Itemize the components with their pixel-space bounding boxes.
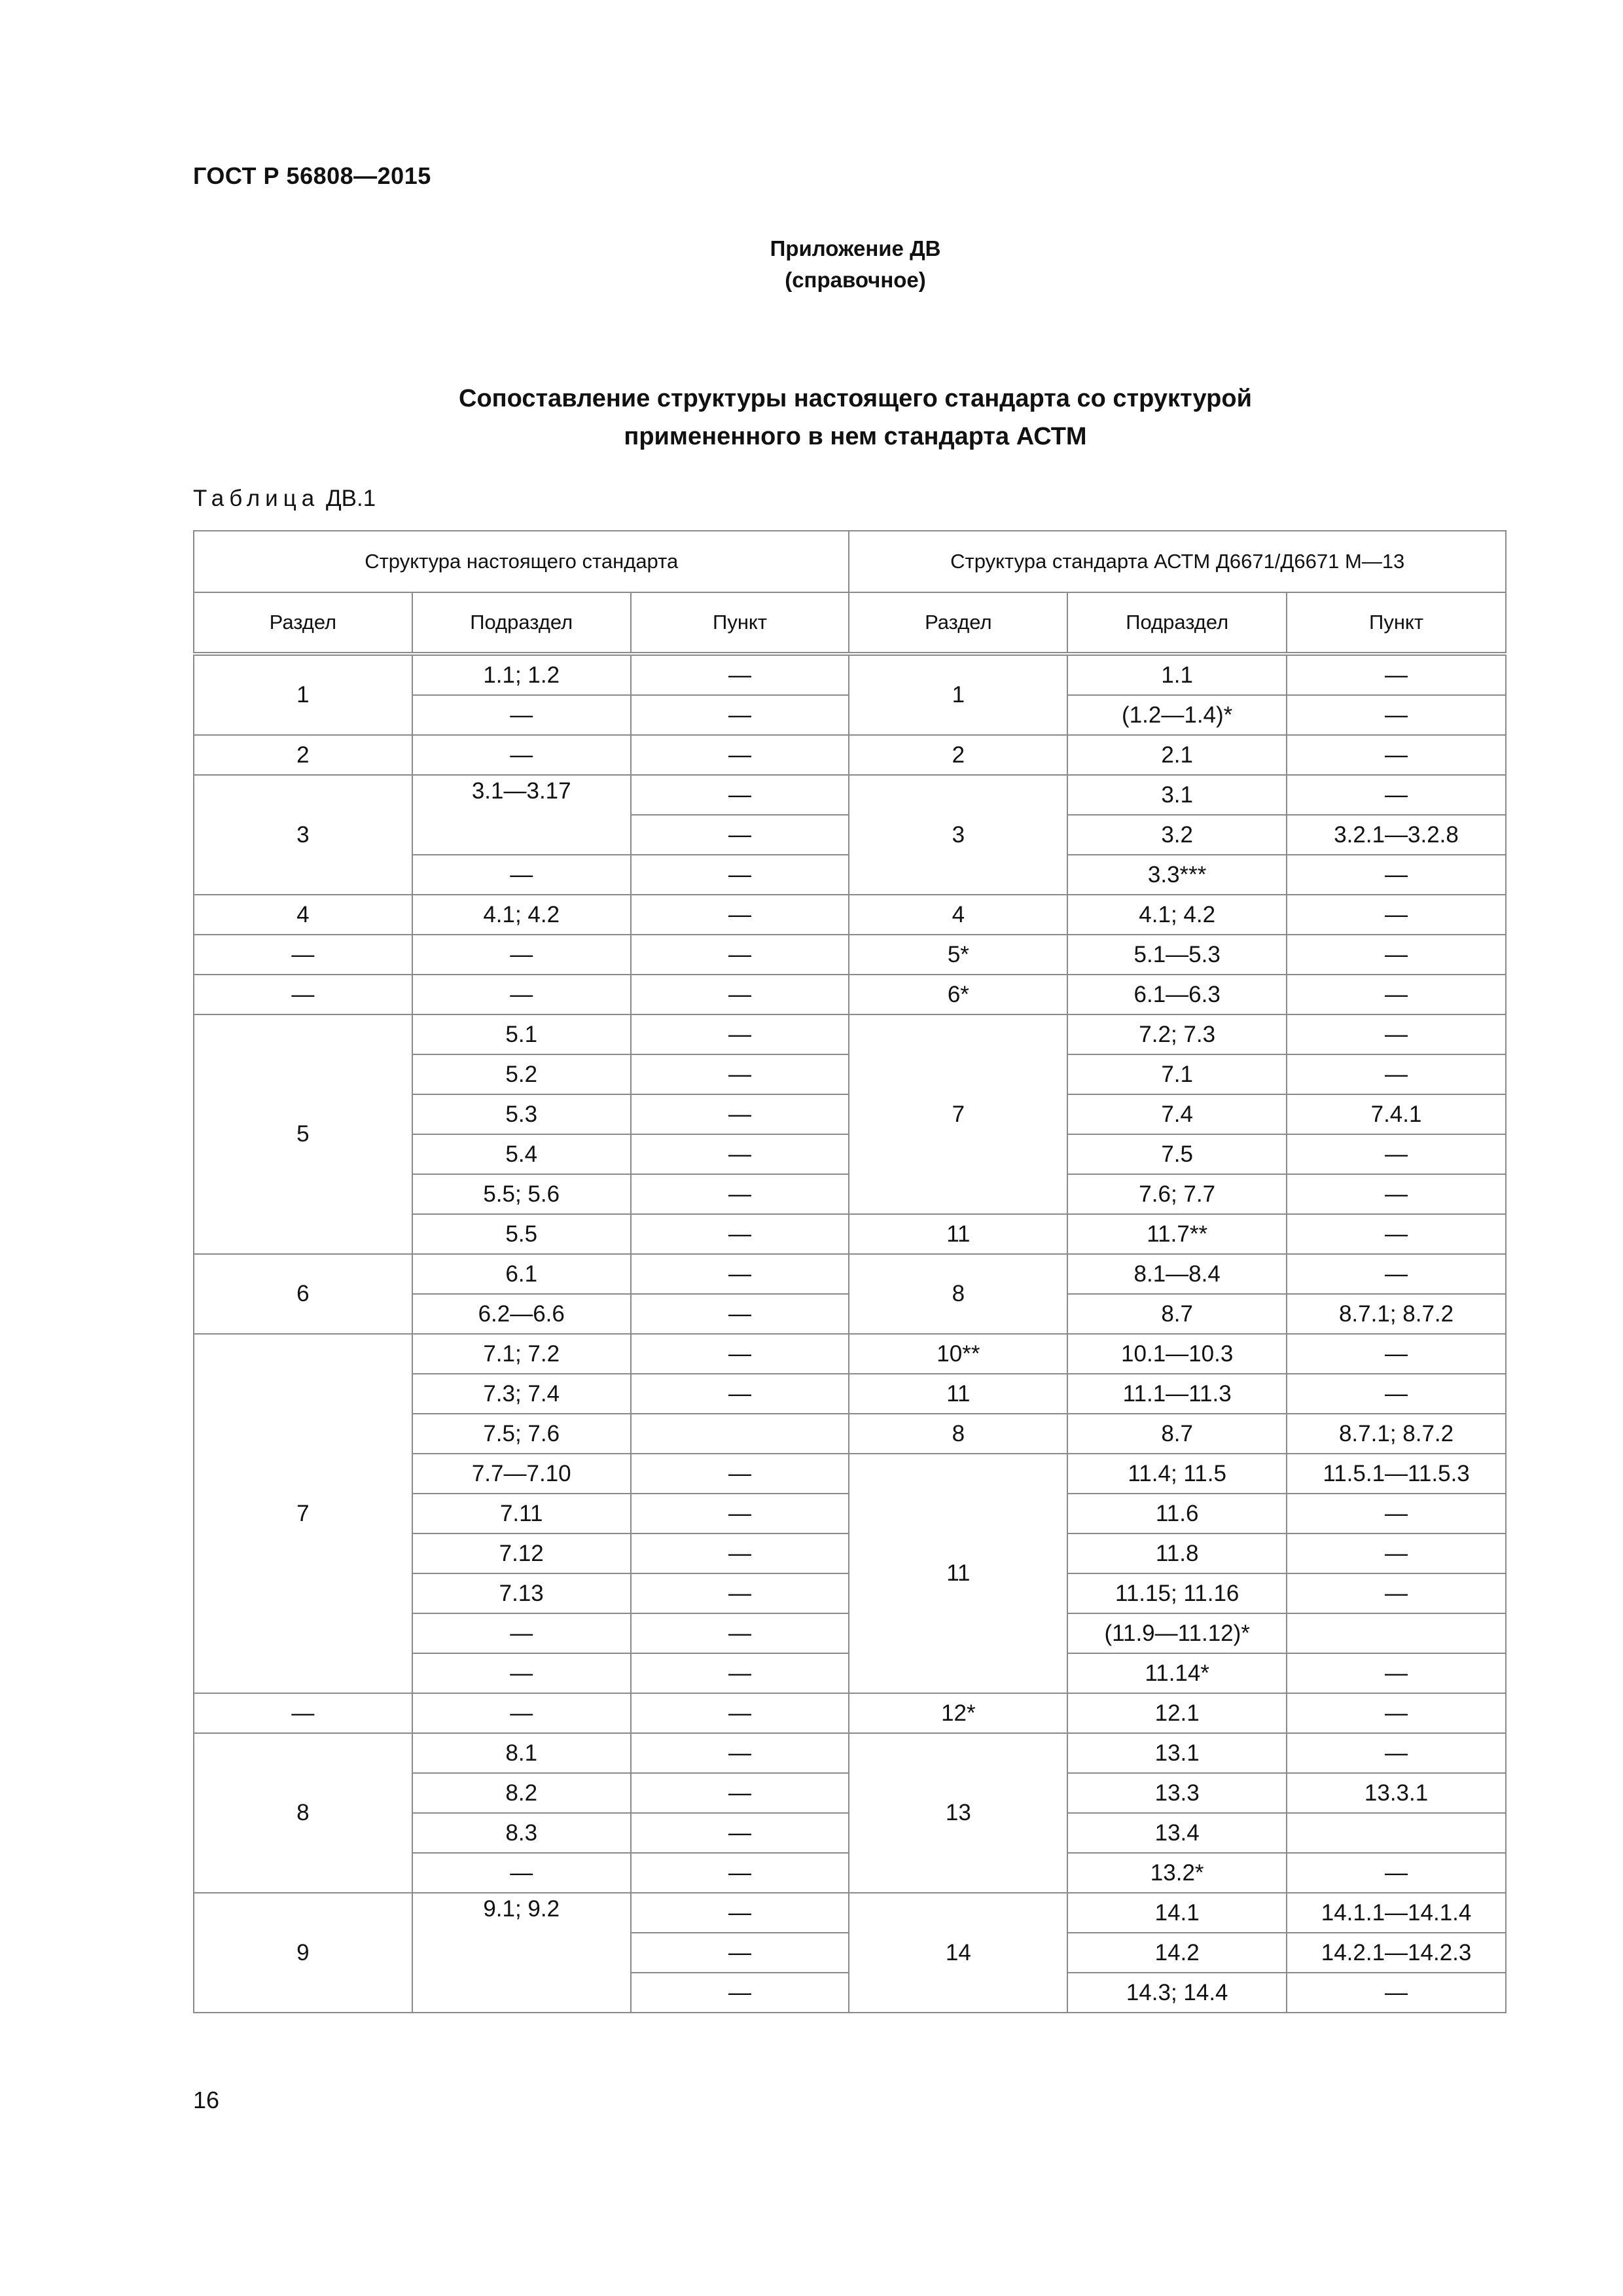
annex-heading: [0, 233, 1623, 296]
cell-astm-clause: 8.7.1; 8.7.2: [1287, 1294, 1506, 1334]
table-row: [194, 654, 1506, 695]
cell-clause: —: [631, 1534, 849, 1573]
cell-astm-clause: —: [1287, 1653, 1506, 1693]
cell-astm-clause: —: [1287, 1573, 1506, 1613]
cell-astm-section: 3: [849, 775, 1067, 895]
cell-astm-subsection: 7.4: [1067, 1094, 1287, 1134]
cell-astm-section: 12*: [849, 1693, 1067, 1733]
cell-subsection: —: [412, 1613, 631, 1653]
cell-subsection: 7.1; 7.2: [412, 1334, 631, 1374]
cell-clause: —: [631, 895, 849, 935]
cell-astm-clause: 3.2.1—3.2.8: [1287, 815, 1506, 855]
cell-clause: —: [631, 1573, 849, 1613]
cell-section: 2: [194, 735, 412, 775]
table-row: [194, 1254, 1506, 1294]
cell-astm-subsection: 3.3***: [1067, 855, 1287, 895]
column-header: Подраздел: [1067, 592, 1287, 654]
cell-astm-section: 10**: [849, 1334, 1067, 1374]
table-row: [194, 1733, 1506, 1773]
cell-astm-subsection: 7.1: [1067, 1054, 1287, 1094]
column-header: Пункт: [1287, 592, 1506, 654]
cell-clause: —: [631, 855, 849, 895]
cell-astm-clause: —: [1287, 1693, 1506, 1733]
cell-clause: —: [631, 1094, 849, 1134]
cell-astm-clause: —: [1287, 1374, 1506, 1414]
table-row: [194, 775, 1506, 815]
table-row: [194, 895, 1506, 935]
cell-clause: —: [631, 775, 849, 815]
cell-astm-clause: —: [1287, 1014, 1506, 1054]
cell-subsection: —: [412, 1853, 631, 1893]
cell-clause: —: [631, 1294, 849, 1334]
cell-astm-clause: [1287, 1813, 1506, 1853]
column-header: Раздел: [194, 592, 412, 654]
cell-astm-clause: [1287, 1613, 1506, 1653]
annex-type: (справочное): [785, 268, 926, 292]
column-header: Раздел: [849, 592, 1067, 654]
cell-astm-section: 8: [849, 1254, 1067, 1334]
cell-clause: —: [631, 1773, 849, 1813]
cell-subsection: 3.1—3.17: [412, 775, 631, 855]
cell-section: —: [194, 935, 412, 975]
cell-astm-subsection: 11.15; 11.16: [1067, 1573, 1287, 1613]
cell-clause: —: [631, 1254, 849, 1294]
cell-clause: —: [631, 1693, 849, 1733]
cell-section: 8: [194, 1733, 412, 1893]
cell-astm-section: 6*: [849, 975, 1067, 1014]
cell-subsection: 7.3; 7.4: [412, 1374, 631, 1414]
cell-astm-section: 4: [849, 895, 1067, 935]
cell-astm-section: 11: [849, 1214, 1067, 1254]
cell-astm-subsection: 10.1—10.3: [1067, 1334, 1287, 1374]
cell-astm-subsection: 7.6; 7.7: [1067, 1174, 1287, 1214]
cell-astm-subsection: 11.1—11.3: [1067, 1374, 1287, 1414]
table-row: [194, 975, 1506, 1014]
cell-subsection: —: [412, 855, 631, 895]
cell-astm-clause: —: [1287, 1494, 1506, 1534]
cell-subsection: —: [412, 975, 631, 1014]
cell-section: 6: [194, 1254, 412, 1334]
group-header-this-standard: Структура настоящего стандарта: [194, 531, 849, 592]
cell-clause: —: [631, 654, 849, 695]
page-title: [0, 380, 1623, 456]
cell-astm-clause: —: [1287, 1174, 1506, 1214]
table-column-header-row: [194, 592, 1506, 654]
cell-astm-subsection: 7.5: [1067, 1134, 1287, 1174]
cell-clause: —: [631, 1813, 849, 1853]
cell-clause: —: [631, 1054, 849, 1094]
table-group-header-row: [194, 531, 1506, 592]
cell-section: 9: [194, 1893, 412, 2013]
cell-subsection: 5.4: [412, 1134, 631, 1174]
cell-astm-subsection: 13.3: [1067, 1773, 1287, 1813]
cell-subsection: —: [412, 695, 631, 735]
cell-clause: —: [631, 1733, 849, 1773]
cell-subsection: 4.1; 4.2: [412, 895, 631, 935]
cell-astm-subsection: 11.8: [1067, 1534, 1287, 1573]
cell-astm-clause: —: [1287, 1733, 1506, 1773]
cell-subsection: —: [412, 1693, 631, 1733]
cell-astm-subsection: 14.2: [1067, 1933, 1287, 1973]
cell-astm-clause: —: [1287, 1973, 1506, 2013]
cell-clause: —: [631, 735, 849, 775]
cell-astm-clause: —: [1287, 775, 1506, 815]
table-caption-id: ДВ.1: [325, 486, 376, 511]
column-header: Подраздел: [412, 592, 631, 654]
cell-astm-clause: 8.7.1; 8.7.2: [1287, 1414, 1506, 1454]
cell-subsection: 5.3: [412, 1094, 631, 1134]
cell-astm-clause: —: [1287, 1534, 1506, 1573]
cell-astm-section: 5*: [849, 935, 1067, 975]
cell-astm-subsection: 2.1: [1067, 735, 1287, 775]
cell-section: 7: [194, 1334, 412, 1693]
cell-clause: —: [631, 1174, 849, 1214]
cell-astm-subsection: 3.1: [1067, 775, 1287, 815]
cell-astm-subsection: (11.9—11.12)*: [1067, 1613, 1287, 1653]
cell-astm-subsection: 14.1: [1067, 1893, 1287, 1933]
cell-clause: —: [631, 1374, 849, 1414]
cell-astm-subsection: 13.1: [1067, 1733, 1287, 1773]
cell-astm-subsection: 8.7: [1067, 1294, 1287, 1334]
cell-astm-subsection: 11.6: [1067, 1494, 1287, 1534]
cell-section: 4: [194, 895, 412, 935]
table-row: [194, 935, 1506, 975]
cell-subsection: 5.2: [412, 1054, 631, 1094]
cell-astm-section: 1: [849, 654, 1067, 735]
cell-subsection: 7.7—7.10: [412, 1454, 631, 1494]
cell-subsection: 7.11: [412, 1494, 631, 1534]
cell-astm-clause: —: [1287, 1134, 1506, 1174]
cell-clause: —: [631, 1893, 849, 1933]
table-caption-word: Таблица: [193, 486, 320, 511]
table-row: [194, 735, 1506, 775]
cell-astm-section: 2: [849, 735, 1067, 775]
cell-astm-subsection: 11.4; 11.5: [1067, 1454, 1287, 1494]
cell-section: 5: [194, 1014, 412, 1254]
cell-astm-section: 13: [849, 1733, 1067, 1893]
cell-astm-subsection: 8.7: [1067, 1414, 1287, 1454]
cell-astm-clause: —: [1287, 855, 1506, 895]
cell-section: —: [194, 1693, 412, 1733]
cell-subsection: 8.2: [412, 1773, 631, 1813]
cell-subsection: —: [412, 935, 631, 975]
cell-astm-subsection: 12.1: [1067, 1693, 1287, 1733]
cell-clause: —: [631, 1933, 849, 1973]
cell-clause: —: [631, 975, 849, 1014]
cell-astm-subsection: 4.1; 4.2: [1067, 895, 1287, 935]
cell-subsection: 9.1; 9.2: [412, 1893, 631, 2013]
document-designation: ГОСТ Р 56808—2015: [193, 162, 431, 189]
cell-subsection: —: [412, 735, 631, 775]
cell-subsection: 7.13: [412, 1573, 631, 1613]
cell-astm-subsection: 3.2: [1067, 815, 1287, 855]
cell-astm-clause: —: [1287, 895, 1506, 935]
cell-astm-subsection: 8.1—8.4: [1067, 1254, 1287, 1294]
column-header: Пункт: [631, 592, 849, 654]
page-number: 16: [193, 2087, 220, 2113]
cell-clause: —: [631, 695, 849, 735]
table-row: [194, 1693, 1506, 1733]
cell-astm-subsection: 1.1: [1067, 654, 1287, 695]
cell-clause: —: [631, 1014, 849, 1054]
cell-section: —: [194, 975, 412, 1014]
cell-subsection: 1.1; 1.2: [412, 654, 631, 695]
cell-clause: —: [631, 1653, 849, 1693]
cell-astm-subsection: 7.2; 7.3: [1067, 1014, 1287, 1054]
cell-astm-subsection: 11.14*: [1067, 1653, 1287, 1693]
group-header-astm-standard: Структура стандарта АСТМ Д6671/Д6671 М—13: [849, 531, 1506, 592]
cell-astm-clause: —: [1287, 735, 1506, 775]
comparison-table: [193, 530, 1507, 2013]
cell-subsection: 6.2—6.6: [412, 1294, 631, 1334]
cell-subsection: 7.12: [412, 1534, 631, 1573]
cell-clause: —: [631, 1454, 849, 1494]
cell-subsection: 8.1: [412, 1733, 631, 1773]
cell-clause: —: [631, 1973, 849, 2013]
table-row: [194, 1893, 1506, 1933]
cell-astm-subsection: 14.3; 14.4: [1067, 1973, 1287, 2013]
cell-astm-section: 8: [849, 1414, 1067, 1454]
cell-astm-clause: —: [1287, 1214, 1506, 1254]
cell-astm-subsection: (1.2—1.4)*: [1067, 695, 1287, 735]
cell-subsection: 6.1: [412, 1254, 631, 1294]
cell-astm-subsection: 11.7**: [1067, 1214, 1287, 1254]
cell-astm-clause: 11.5.1—11.5.3: [1287, 1454, 1506, 1494]
cell-astm-subsection: 13.2*: [1067, 1853, 1287, 1893]
table-caption: [193, 486, 376, 512]
cell-astm-clause: —: [1287, 1853, 1506, 1893]
cell-astm-clause: 13.3.1: [1287, 1773, 1506, 1813]
cell-clause: —: [631, 815, 849, 855]
cell-subsection: 7.5; 7.6: [412, 1414, 631, 1454]
cell-astm-section: 11: [849, 1454, 1067, 1693]
cell-astm-subsection: 13.4: [1067, 1813, 1287, 1853]
cell-subsection: 5.1: [412, 1014, 631, 1054]
cell-section: 3: [194, 775, 412, 895]
cell-astm-clause: —: [1287, 695, 1506, 735]
cell-astm-clause: —: [1287, 975, 1506, 1014]
title-line-1: Сопоставление структуры настоящего стандарта со структурой: [459, 385, 1252, 412]
table-row: [194, 1334, 1506, 1374]
cell-clause: —: [631, 1214, 849, 1254]
cell-astm-clause: —: [1287, 1054, 1506, 1094]
cell-astm-clause: 7.4.1: [1287, 1094, 1506, 1134]
cell-astm-clause: —: [1287, 654, 1506, 695]
cell-astm-clause: —: [1287, 935, 1506, 975]
cell-clause: —: [631, 1853, 849, 1893]
annex-name: Приложение ДВ: [770, 236, 941, 260]
cell-astm-section: 14: [849, 1893, 1067, 2013]
cell-subsection: 5.5; 5.6: [412, 1174, 631, 1214]
cell-clause: —: [631, 935, 849, 975]
cell-astm-clause: 14.1.1—14.1.4: [1287, 1893, 1506, 1933]
cell-subsection: —: [412, 1653, 631, 1693]
cell-clause: —: [631, 1334, 849, 1374]
cell-section: 1: [194, 654, 412, 735]
cell-subsection: 5.5: [412, 1214, 631, 1254]
cell-astm-section: 7: [849, 1014, 1067, 1214]
cell-clause: —: [631, 1494, 849, 1534]
cell-clause: —: [631, 1134, 849, 1174]
cell-clause: [631, 1414, 849, 1454]
cell-clause: —: [631, 1613, 849, 1653]
cell-astm-clause: —: [1287, 1254, 1506, 1294]
table-row: [194, 1014, 1506, 1054]
cell-astm-clause: —: [1287, 1334, 1506, 1374]
cell-subsection: 8.3: [412, 1813, 631, 1853]
cell-astm-subsection: 5.1—5.3: [1067, 935, 1287, 975]
cell-astm-section: 11: [849, 1374, 1067, 1414]
cell-astm-subsection: 6.1—6.3: [1067, 975, 1287, 1014]
cell-astm-clause: 14.2.1—14.2.3: [1287, 1933, 1506, 1973]
title-line-2: примененного в нем стандарта АСТМ: [624, 423, 1087, 450]
